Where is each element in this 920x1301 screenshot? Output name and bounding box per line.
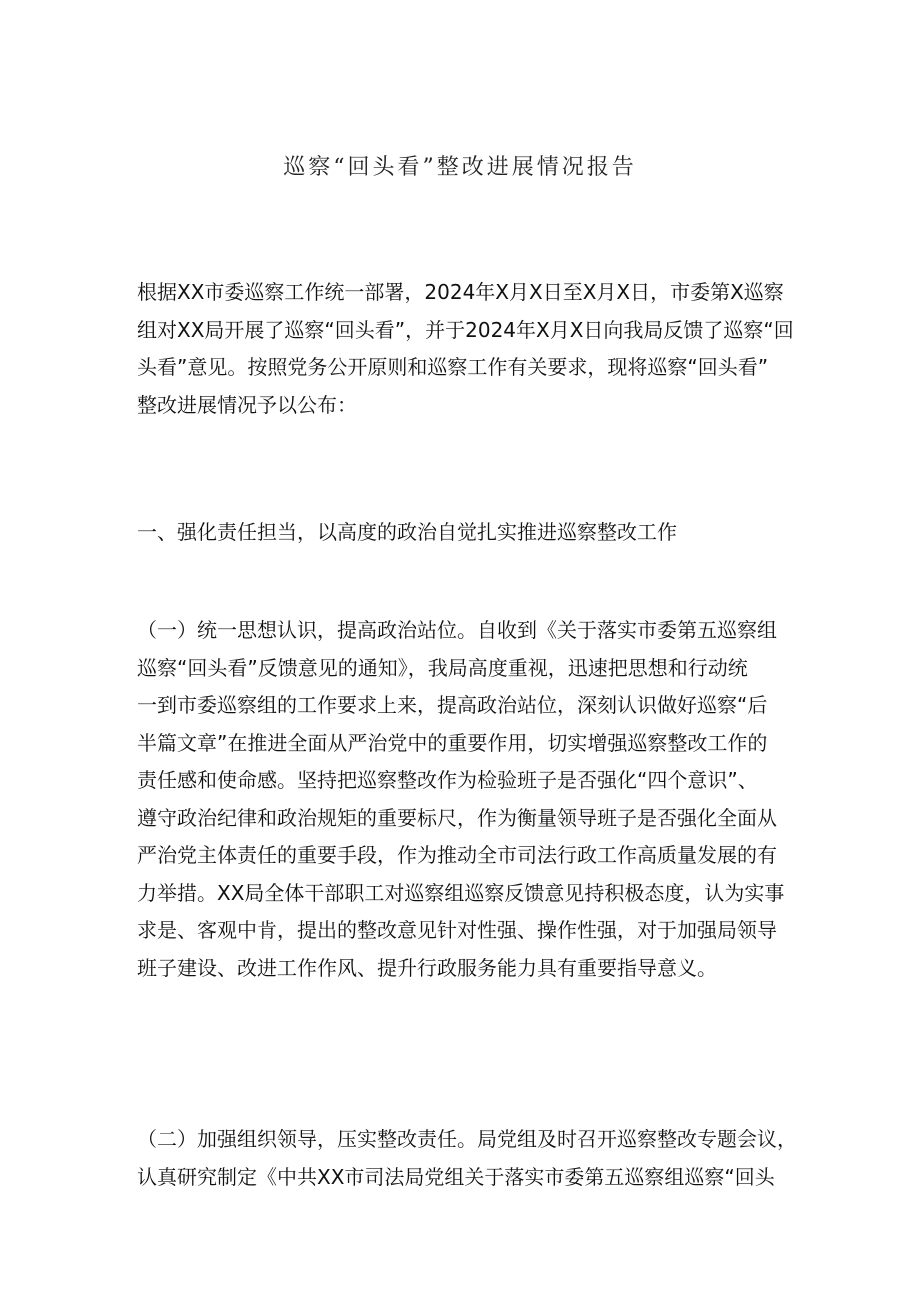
paragraph-line: 班子建设、改进工作作风、提升行政服务能力具有重要指导意义。 bbox=[137, 955, 717, 980]
section-1-heading bbox=[137, 514, 797, 552]
paragraph-line: （一）统一思想认识，提高政治站位。自收到《关于落实市委第五巡察组 bbox=[137, 618, 777, 642]
intro-line: 头看”意见。按照党务公开原则和巡察工作有关要求，现将巡察“回头看” bbox=[137, 355, 769, 379]
intro-line: 整改进展情况予以公布： bbox=[137, 392, 357, 417]
paragraph-line: 求是、客观中肯，提出的整改意见针对性强、操作性强，对于加强局领导 bbox=[137, 918, 777, 942]
paragraph-line: （二）加强组织领导，压实整改责任。局党组及时召开巡察整改专题会议， bbox=[137, 1127, 797, 1151]
paragraph-line: 半篇文章”在推进全面从严治党中的重要作用，切实增强巡察整改工作的 bbox=[137, 730, 768, 755]
paragraph-line: 认真研究制定《中共XX市司法局党组关于落实市委第五巡察组巡察“回头 bbox=[137, 1164, 775, 1189]
intro-paragraph bbox=[137, 274, 797, 424]
section-heading-text: 一、强化责任担当，以高度的政治自觉扎实推进巡察整改工作 bbox=[137, 520, 677, 544]
intro-line: 组对XX局开展了巡察“回头看”，并于2024年X月X日向我局反馈了巡察“回 bbox=[137, 317, 794, 342]
paragraph-line: 一到市委巡察组的工作要求上来，提高政治站位，深刻认识做好巡察“后 bbox=[137, 693, 768, 717]
paragraph-2 bbox=[137, 1121, 797, 1196]
paragraph-1 bbox=[137, 612, 797, 987]
paragraph-line: 严治党主体责任的重要手段，作为推动全市司法行政工作高质量发展的有 bbox=[137, 843, 777, 867]
intro-line: 根据XX市委巡察工作统一部署，2024年X月X日至X月X日，市委第X巡察 bbox=[137, 280, 784, 304]
document-title: 巡察“回头看”整改进展情况报告 bbox=[283, 155, 637, 180]
paragraph-line: 责任感和使命感。坚持把巡察整改作为检验班子是否强化“四个意识”、 bbox=[137, 768, 758, 792]
paragraph-line: 遵守政治纪律和政治规矩的重要标尺，作为衡量领导班子是否强化全面从 bbox=[137, 805, 777, 830]
paragraph-line: 巡察“回头看”反馈意见的通知》，我局高度重视，迅速把思想和行动统 bbox=[137, 655, 748, 680]
paragraph-line: 力举措。XX局全体干部职工对巡察组巡察反馈意见持积极态度，认为实事 bbox=[137, 880, 785, 905]
